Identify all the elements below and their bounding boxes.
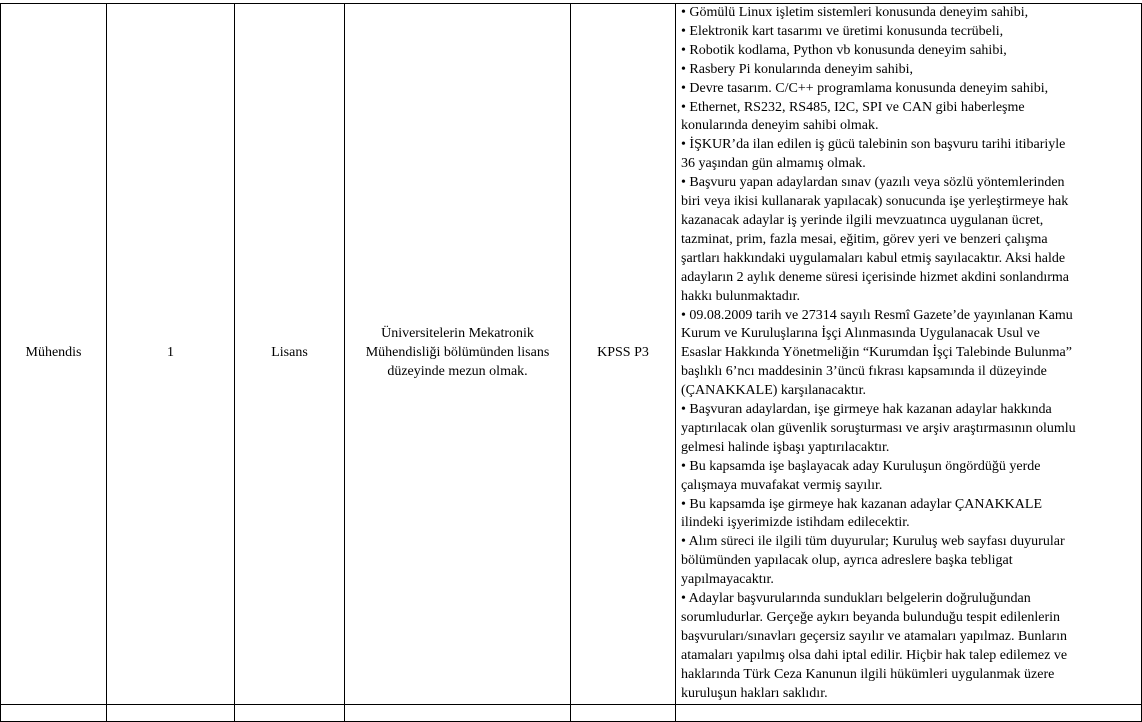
condition-line: (ÇANAKKALE) karşılanacaktır. bbox=[681, 383, 867, 399]
condition-line: • Bu kapsamda işe başlayacak aday Kuruluşun öngördüğü yerde bbox=[681, 458, 1041, 474]
conditions-cell bbox=[676, 4, 1142, 705]
condition-line: yaptırılacak olan güvenlik soruşturması ve arşiv araştırmasının olumlu bbox=[681, 420, 1076, 436]
condition-line: • Alım süreci ile ilgili tüm duyurular; Kuruluş web sayfası duyurular bbox=[681, 534, 1065, 550]
condition-line: Esaslar Hakkında Yönetmeliğin “Kurumdan İşçi Talebinde Bulunma” bbox=[681, 345, 1072, 361]
condition-line: yapılmayacaktır. bbox=[681, 572, 774, 588]
empty-cell bbox=[676, 704, 1142, 721]
condition-line: • Adaylar başvurularında sundukları belgelerin doğruluğundan bbox=[681, 591, 1031, 607]
condition-line: haklarında Türk Ceza Kanunun ilgili hükümleri uygulanmak üzere bbox=[681, 666, 1055, 682]
condition-line: biri veya ikisi kullanarak yapılacak) sonucunda işe yerleştirmeye hak bbox=[681, 194, 1069, 210]
count-cell: 1 bbox=[107, 4, 235, 705]
condition-line: • Robotik kodlama, Python vb konusunda deneyim sahibi, bbox=[681, 42, 1007, 58]
qualification-cell: Üniversitelerin Mekatronik Mühendisliği bölümünden lisans düzeyinde mezun olmak. bbox=[345, 4, 571, 705]
condition-line: çalışmaya muvafakat vermiş sayılır. bbox=[681, 477, 883, 493]
condition-line: kazanacak adaylar iş yerinde ilgili mevzuatınca uygulanan ücret, bbox=[681, 212, 1044, 228]
empty-cell bbox=[1, 704, 107, 721]
empty-cell bbox=[345, 704, 571, 721]
condition-line: ilindeki işyerimizde istihdam edilecektir. bbox=[681, 515, 910, 531]
position-cell: Mühendis bbox=[1, 4, 107, 705]
table-row-partial bbox=[1, 704, 1142, 721]
condition-line: • Rasbery Pi konularında deneyim sahibi, bbox=[681, 61, 913, 77]
condition-line: 36 yaşından gün almamış olmak. bbox=[681, 156, 866, 172]
job-listing-table bbox=[0, 3, 1142, 722]
condition-line: başlıklı 6’ncı maddesinin 3’üncü fıkrası kapsamında il düzeyinde bbox=[681, 364, 1047, 380]
empty-cell bbox=[235, 704, 345, 721]
condition-line: atamaları yapılmış olsa dahi iptal edilir. Hiçbir hak talep edilemez ve bbox=[681, 647, 1068, 663]
condition-line: hakkı bulunmaktadır. bbox=[681, 288, 800, 304]
condition-line: şartları hakkındaki uygulamaları kabul etmiş sayılacaktır. Aksi halde bbox=[681, 250, 1066, 266]
condition-line: • Elektronik kart tasarımı ve üretimi konusunda tecrübeli, bbox=[681, 23, 1004, 39]
condition-line: sorumludurlar. Gerçeğe aykırı beyanda bulunduğu tespit edilenlerin bbox=[681, 610, 1061, 625]
condition-line: • 09.08.2009 tarih ve 27314 sayılı Resmî Gazete’de yayınlanan Kamu bbox=[681, 307, 1073, 323]
condition-line: • Başvuran adaylardan, işe girmeye hak kazanan adaylar hakkında bbox=[681, 402, 1052, 418]
condition-line: gelmesi halinde işbaşı yaptırılacaktır. bbox=[681, 439, 890, 455]
condition-line: Kurum ve Kuruluşlarına İşçi Alınmasında Uygulanacak Usul ve bbox=[681, 326, 1040, 342]
condition-line: • Başvuru yapan adaylardan sınav (yazılı veya sözlü yöntemlerinden bbox=[681, 175, 1065, 191]
condition-line: • Gömülü Linux işletim sistemleri konusunda deneyim sahibi, bbox=[681, 5, 1029, 20]
empty-cell bbox=[571, 704, 676, 721]
condition-line: • İŞKUR’da ilan edilen iş gücü talebinin son başvuru tarihi itibariyle bbox=[681, 137, 1066, 153]
condition-line: kuruluşun hakları saklıdır. bbox=[681, 685, 828, 701]
condition-line: • Devre tasarım. C/C++ programlama konusunda deneyim sahibi, bbox=[681, 80, 1049, 96]
condition-line: başvuruları/sınavları geçersiz sayılır ve atamaları yapılmaz. Bunların bbox=[681, 628, 1068, 644]
education-cell: Lisans bbox=[235, 4, 345, 705]
condition-line: adayların 2 aylık deneme süresi içerisinde hizmet akdini sonlandırma bbox=[681, 269, 1069, 285]
condition-line: • Ethernet, RS232, RS485, I2C, SPI ve CAN gibi haberleşme bbox=[681, 99, 1025, 115]
exam-cell: KPSS P3 bbox=[571, 4, 676, 705]
table-row bbox=[1, 4, 1142, 705]
empty-cell bbox=[107, 704, 235, 721]
condition-line: bölümünden yapılacak olup, ayrıca adreslere başka tebligat bbox=[681, 553, 1013, 569]
condition-line: • Bu kapsamda işe girmeye hak kazanan adaylar ÇANAKKALE bbox=[681, 496, 1043, 512]
condition-line: tazminat, prim, fazla mesai, eğitim, görev yeri ve benzeri çalışma bbox=[681, 231, 1048, 247]
condition-line: konularında deneyim sahibi olmak. bbox=[681, 118, 879, 134]
